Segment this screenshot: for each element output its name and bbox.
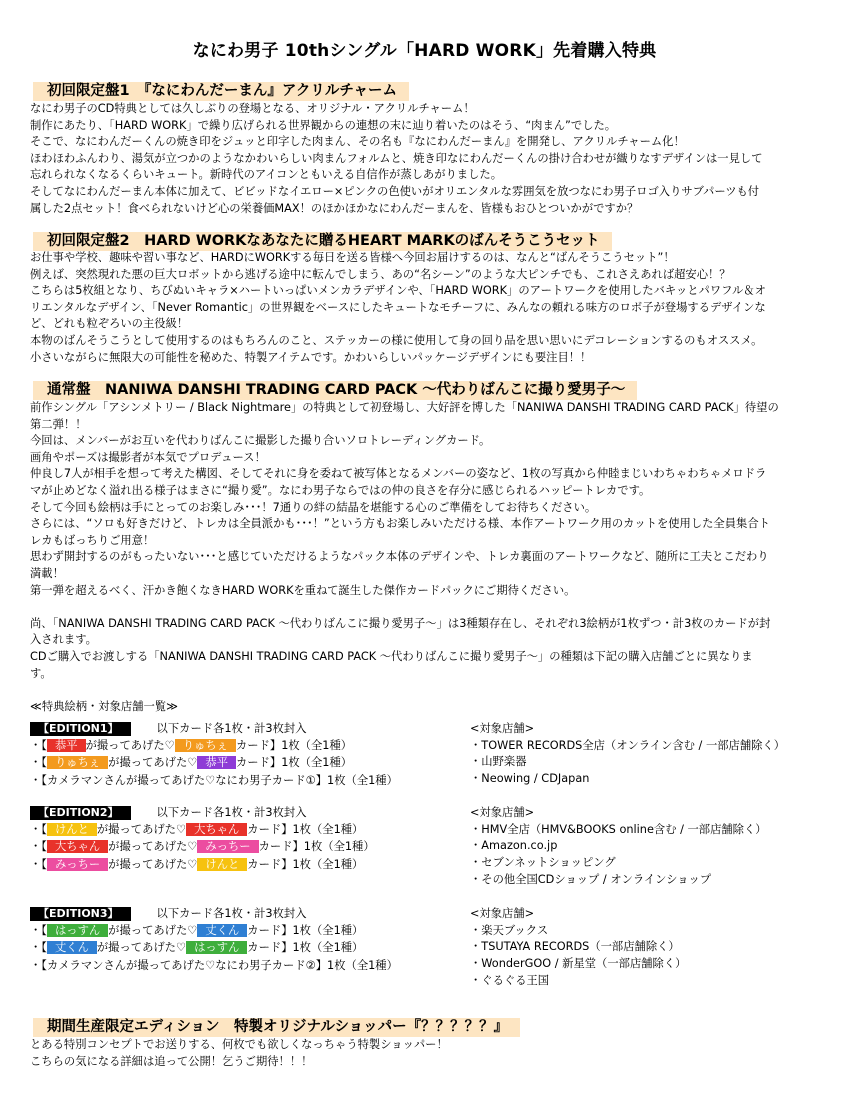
row-bullet: ・ bbox=[30, 756, 42, 770]
card-row bbox=[30, 857, 363, 873]
edition-header bbox=[30, 906, 307, 922]
edition-header bbox=[30, 805, 307, 821]
bracket-open: 【 bbox=[41, 840, 47, 854]
store-header: <対象店舗> bbox=[470, 907, 535, 920]
section-1-line: 忘れられなくなるくらいキュート。新時代のアイコンともいえる自信作が蒸しあがりました。 bbox=[30, 168, 502, 182]
final-line: こちらの気になる詳細は追って公開！乞うご期待！！！ bbox=[30, 1054, 313, 1068]
page-title: なにわ男子 10thシングル「HARD WORK」先着購入特典 bbox=[192, 41, 657, 61]
member-tag: りゅちぇ bbox=[175, 739, 236, 752]
section-body-1 bbox=[30, 101, 820, 217]
edition-note: 以下カード各1枚・計3枚封入 bbox=[156, 722, 307, 735]
member-tag: けんと bbox=[197, 858, 247, 871]
row-bullet: ・ bbox=[30, 773, 42, 787]
store-header: <対象店舗> bbox=[470, 806, 535, 819]
section-1-line: 属した2点セット！食べられないけど心の栄養価MAX！のほかほかなにわんだーまんを、皆様もおひとついかがですか？ bbox=[30, 201, 639, 215]
section-3-line bbox=[30, 599, 820, 616]
store-item: ・Neowing / CDJapan bbox=[470, 772, 590, 786]
store-item: ・TOWER RECORDS全店（オンライン含む / 一部店舗除く） bbox=[470, 738, 786, 752]
section-3-line: さらには、“ソロも好きだけど、トレカは全員派かも･･･！”という方もお楽しみいただける様、本作アートワーク用のカットを使用した全員集合ト bbox=[30, 517, 770, 531]
section-1-line: なにわ男子のCD特典としては久しぶりの登場となる、オリジナル・アクリルチャーム！ bbox=[30, 102, 475, 115]
card-text: が撮ってあげた♡ bbox=[96, 823, 187, 836]
store-item: ・楽天ブックス bbox=[470, 923, 549, 937]
section-3-line: 思わず開封するのがもったいない･･･と感じていただけるようなパック本体のデザインや、トレカ裏面のアートワークなど、随所に工夫とこだわり bbox=[30, 550, 769, 564]
edition-label: 【EDITION2】 bbox=[30, 806, 131, 820]
member-tag: 恭平 bbox=[47, 739, 86, 752]
section-body-final bbox=[30, 1037, 820, 1070]
edition-label: 【EDITION3】 bbox=[30, 907, 131, 921]
section-3-line: そして今回も絵柄は手にとってのお楽しみ･･･！7通りの絆の結晶を堪能する心のご準備をしてお待ちください。 bbox=[30, 500, 597, 514]
bracket-open: 【 bbox=[41, 924, 47, 937]
card-text: が撮ってあげた♡ bbox=[108, 857, 198, 871]
card-text: 【カメラマンさんが撮ってあげた♡なにわ男子カード②】1枚（全1種） bbox=[41, 958, 398, 972]
section-2-line: リエンタルなデザイン、「Never Romantic」の世界観をベースにしたキュートなモチーフに、みんなの頼れる味方のロボ子が登場するデザインな bbox=[30, 300, 766, 314]
member-tag: みっちー bbox=[47, 858, 108, 871]
row-bullet: ・ bbox=[30, 739, 42, 752]
section-3-line: 満載！ bbox=[30, 566, 64, 580]
section-2-line: お仕事や学校、趣味や習い事など、HARDにWORKする毎日を送る皆様へ今回お届けするのは、なんと“ばんそうこうセット”！ bbox=[30, 251, 675, 264]
member-tag: けんと bbox=[47, 823, 97, 836]
card-suffix: カード】1枚（全1種） bbox=[247, 823, 364, 836]
card-suffix: カード】1枚（全1種） bbox=[236, 739, 353, 752]
row-bullet: ・ bbox=[30, 823, 42, 836]
section-3-line: マが止めどなく溢れ出る様子はまさに“撮り愛”。なにわ男子ならではの仲の良さを存分に感じられるハッピートレカです。 bbox=[30, 483, 651, 497]
edition-label: 【EDITION1】 bbox=[30, 722, 131, 736]
card-text: が撮ってあげた♡ bbox=[108, 924, 198, 937]
bracket-open: 【 bbox=[41, 739, 47, 752]
card-suffix: カード】1枚（全1種） bbox=[236, 756, 353, 770]
edition-note: 以下カード各1枚・計3枚封入 bbox=[156, 806, 307, 819]
card-row bbox=[30, 940, 363, 956]
section-2-line: ど、どれも粒ぞろいの主役級！ bbox=[30, 317, 189, 331]
section-body-2 bbox=[30, 250, 820, 366]
section-2-line: 例えば、突然現れた悪の巨大ロボットから逃げる途中に転んでしまう、あの“名シーン”のような大ピンチでも、これさえあれば超安心！？ bbox=[30, 267, 731, 281]
card-suffix: カード】1枚（全1種） bbox=[247, 924, 364, 937]
card-text: 【カメラマンさんが撮ってあげた♡なにわ男子カード①】1枚（全1種） bbox=[41, 773, 398, 787]
section-2-line: こちらは5枚組となり、ちびぬいキャラ×ハートいっぱいメンカラデザインや、「HARD WORK」のアートワークを使用したバキッとパワフル＆オ bbox=[30, 284, 766, 298]
store-item: ・Amazon.co.jp bbox=[470, 839, 558, 853]
section-1-line: そしてなにわんだーまん本体に加えて、ビビッドなイエロー×ピンクの色使いがオリエンタルな雰囲気を放つなにわ男子ロゴ入りサブパーツも付 bbox=[30, 184, 760, 198]
section-1-line: ほわほわふんわり、湯気が立つかのようなかわいらしい肉まんフォルムと、焼き印なにわんだーくんの掛け合わせが織りなすデザインは一見して bbox=[30, 151, 763, 165]
section-2-line: 本物のばんそうこうとして使用するのはもちろんのこと、ステッカーの様に使用して身の回り品を思い思いにデコレーションするのもオススメ。 bbox=[30, 333, 763, 347]
member-tag: 丈くん bbox=[197, 924, 247, 937]
section-3-line: 前作シングル「アシンメトリー / Black Nightmare」の特典として初登場し、大好評を博した「NANIWA DANSHI TRADING CARD PACK」待望の bbox=[30, 401, 779, 414]
section-3-line: ≪特典絵柄・対象店舗一覧≫ bbox=[30, 699, 178, 713]
section-3-line: 尚、「NANIWA DANSHI TRADING CARD PACK 〜代わりばんこに撮り愛男子〜」は3種類存在し、それぞれ3絵柄が1枚ずつ・計3枚のカードが封 bbox=[30, 616, 771, 630]
section-2-line: 小さいながらに無限大の可能性を秘めた、特製アイテムです。かわいらしいパッケージデザインにも要注目！！ bbox=[30, 350, 592, 364]
bracket-open: 【 bbox=[41, 823, 47, 836]
section-3-line: CDご購入でお渡しする「NANIWA DANSHI TRADING CARD PACK 〜代わりばんこに撮り愛男子〜」の種類は下記の購入店舗ごとに異なりま bbox=[30, 649, 753, 663]
card-text: が撮ってあげた♡ bbox=[108, 756, 198, 770]
card-row bbox=[30, 839, 375, 855]
edition-header bbox=[30, 721, 307, 737]
member-tag: 大ちゃん bbox=[186, 823, 247, 836]
row-bullet: ・ bbox=[30, 840, 42, 854]
section-3-line: 第一弾を超えるべく、汗かき飽くなきHARD WORKを重ねて誕生した傑作カードパックにご期待ください。 bbox=[30, 583, 576, 597]
section-body-3 bbox=[30, 400, 820, 715]
edition-note: 以下カード各1枚・計3枚封入 bbox=[156, 907, 307, 920]
section-3-line: レカもばっちりご用意！ bbox=[30, 533, 155, 547]
store-item: ・ぐるぐる王国 bbox=[470, 973, 550, 987]
section-3-line bbox=[30, 682, 820, 699]
bracket-open: 【 bbox=[41, 941, 47, 955]
card-text: が撮ってあげた♡ bbox=[85, 739, 175, 752]
card-row bbox=[30, 738, 352, 754]
row-bullet: ・ bbox=[30, 857, 42, 871]
member-tag: 大ちゃん bbox=[47, 840, 108, 853]
section-3-line: 今回は、メンバーがお互いを代わりばんこに撮影した撮り合いソロトレーディングカード。 bbox=[30, 434, 491, 448]
store-list bbox=[470, 906, 686, 989]
card-row bbox=[30, 773, 398, 789]
row-bullet: ・ bbox=[30, 958, 42, 972]
member-tag: りゅちぇ bbox=[47, 756, 108, 769]
section-heading-1: 初回限定盤1 『なにわんだーまん』アクリルチャーム bbox=[33, 82, 409, 101]
store-item: ・WonderGOO / 新星堂（一部店舗除く） bbox=[470, 957, 687, 971]
card-row bbox=[30, 755, 352, 771]
store-header: <対象店舗> bbox=[470, 722, 535, 735]
bracket-open: 【 bbox=[41, 857, 47, 871]
member-tag: はっすん bbox=[47, 924, 108, 937]
member-tag: 恭平 bbox=[197, 756, 236, 769]
section-3-line: 仲良し7人が相手を想って考えた構図、そしてそれに身を委ねて被写体となるメンバーの姿など、1枚の写真から仲睦まじいわちゃわちゃメロドラ bbox=[30, 467, 767, 481]
section-3-line: 入されます。 bbox=[30, 633, 97, 647]
card-suffix: カード】1枚（全1種） bbox=[247, 941, 364, 955]
store-item: ・セブンネットショッピング bbox=[470, 856, 616, 870]
store-item: ・山野楽器 bbox=[470, 755, 527, 769]
section-heading-2: 初回限定盤2 HARD WORKなあなたに贈るHEART MARKのばんそうこうセット bbox=[33, 232, 612, 251]
section-3-line: 画角やポーズは撮影者が本気でプロデュース！ bbox=[30, 450, 266, 464]
card-row bbox=[30, 822, 363, 838]
section-1-line: そこで、なにわんだーくんの焼き印をジュッと印字した肉まん、その名も『なにわんだーまん』を開発し、アクリルチャーム化！ bbox=[30, 135, 685, 149]
card-text: が撮ってあげた♡ bbox=[96, 941, 187, 955]
row-bullet: ・ bbox=[30, 941, 42, 955]
section-3-line: 第二弾！！ bbox=[30, 417, 87, 431]
row-bullet: ・ bbox=[30, 924, 42, 937]
card-suffix: カード】1枚（全1種） bbox=[258, 840, 375, 854]
member-tag: 丈くん bbox=[47, 941, 97, 954]
section-1-line: 制作にあたり、「HARD WORK」で繰り広げられる世界観からの連想の末に辿り着いたのはそう、“肉まん”でした。 bbox=[30, 118, 617, 132]
store-list bbox=[470, 805, 767, 888]
card-suffix: カード】1枚（全1種） bbox=[247, 857, 364, 871]
store-item: ・その他全国CDショップ / オンラインショップ bbox=[470, 872, 712, 886]
section-heading-3: 通常盤 NANIWA DANSHI TRADING CARD PACK 〜代わりばんこに撮り愛男子〜 bbox=[33, 381, 637, 400]
card-text: が撮ってあげた♡ bbox=[108, 840, 198, 854]
section-heading-final: 期間生産限定エディション 特製オリジナルショッパー『？？？？？』 bbox=[33, 1018, 520, 1037]
store-item: ・HMV全店（HMV&BOOKS online含む / 一部店舗除く） bbox=[470, 822, 767, 836]
section-3-line: す。 bbox=[30, 666, 52, 680]
member-tag: みっちー bbox=[197, 840, 258, 853]
final-line: とある特別コンセプトでお送りする、何枚でも欲しくなっちゃう特製ショッパー！ bbox=[30, 1038, 448, 1051]
card-row bbox=[30, 923, 363, 939]
card-row bbox=[30, 958, 398, 974]
store-item: ・TSUTAYA RECORDS（一部店舗除く） bbox=[470, 940, 680, 954]
store-list bbox=[470, 721, 785, 788]
member-tag: はっすん bbox=[186, 941, 247, 954]
bracket-open: 【 bbox=[41, 756, 47, 770]
